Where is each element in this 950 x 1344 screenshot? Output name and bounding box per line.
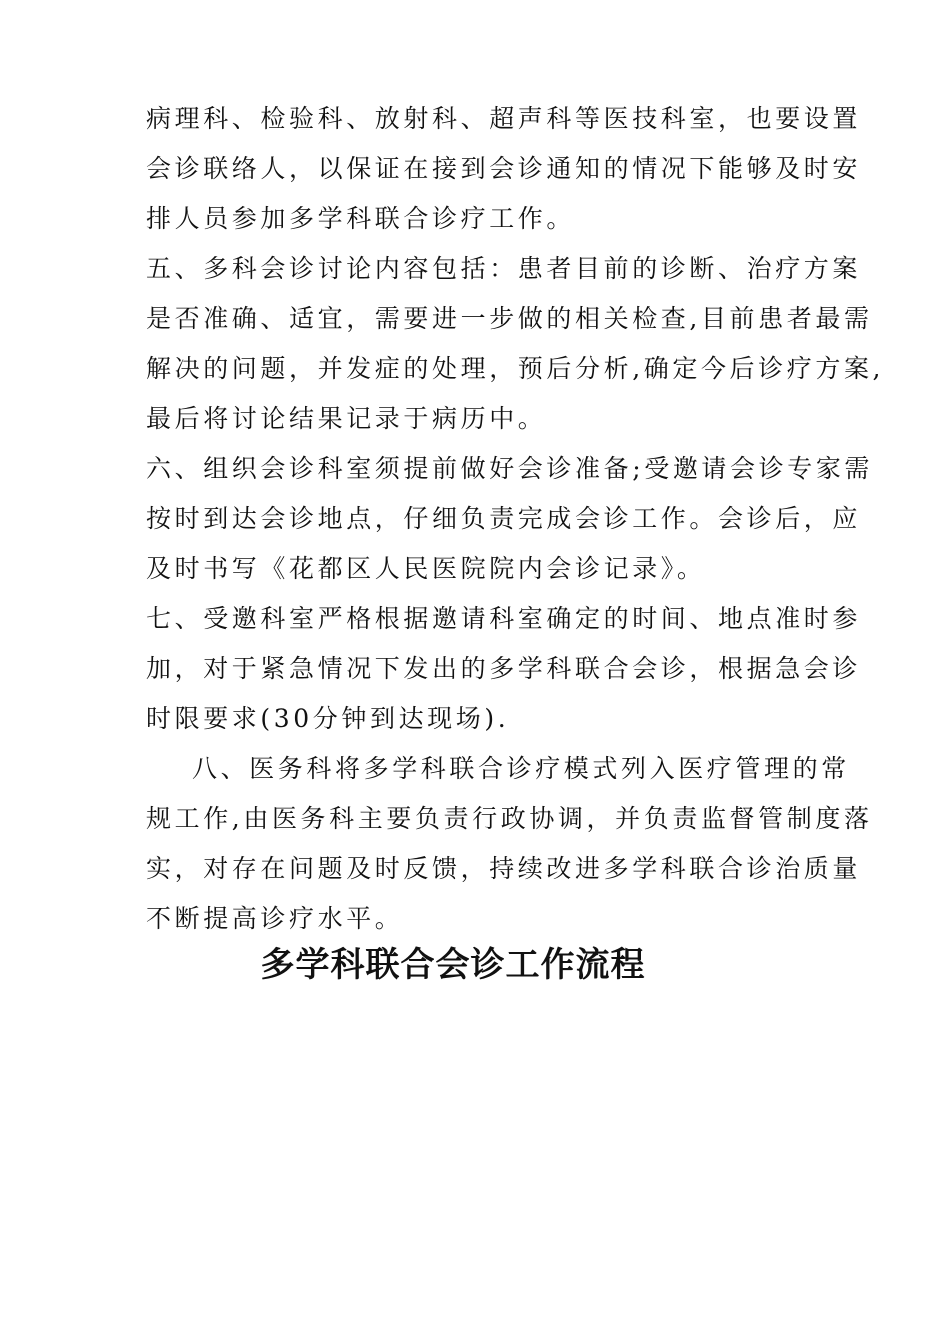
text-line: 七、受邀科室严格根据邀请科室确定的时间、地点准时参 (146, 604, 862, 633)
text-line: 五、多科会诊讨论内容包括：患者目前的诊断、治疗方案 (146, 254, 862, 283)
text-line: 六、组织会诊科室须提前做好会诊准备;受邀请会诊专家需 (146, 454, 874, 483)
text-line: 解决的问题，并发症的处理，预后分析,确定今后诊疗方案, (146, 354, 885, 383)
text-line: 八、医务科将多学科联合诊疗模式列入医疗管理的常 (192, 754, 850, 783)
text-line: 病理科、检验科、放射科、超声科等医技科室，也要设置 (146, 104, 862, 133)
body-text (146, 94, 885, 944)
text-line: 最后将讨论结果记录于病历中。 (146, 404, 547, 433)
text-line: 及时书写《花都区人民医院院内会诊记录》。 (146, 554, 706, 583)
text-line: 加，对于紧急情况下发出的多学科联合会诊，根据急会诊 (146, 654, 862, 683)
text-line: 是否准确、适宜，需要进一步做的相关检查,目前患者最需 (146, 304, 873, 333)
text-line: 会诊联络人，以保证在接到会诊通知的情况下能够及时安 (146, 154, 862, 183)
text-line: 规工作,由医务科主要负责行政协调，并负责监督管制度落 (146, 804, 873, 833)
text-line: 不断提高诊疗水平。 (146, 904, 404, 933)
section-heading: 多学科联合会诊工作流程 (260, 945, 646, 985)
text-line: 按时到达会诊地点，仔细负责完成会诊工作。会诊后，应 (146, 504, 862, 533)
text-line: 时限要求(30分钟到达现场). (146, 704, 510, 733)
text-line: 排人员参加多学科联合诊疗工作。 (146, 204, 576, 233)
text-line: 实，对存在问题及时反馈，持续改进多学科联合诊治质量 (146, 854, 862, 883)
